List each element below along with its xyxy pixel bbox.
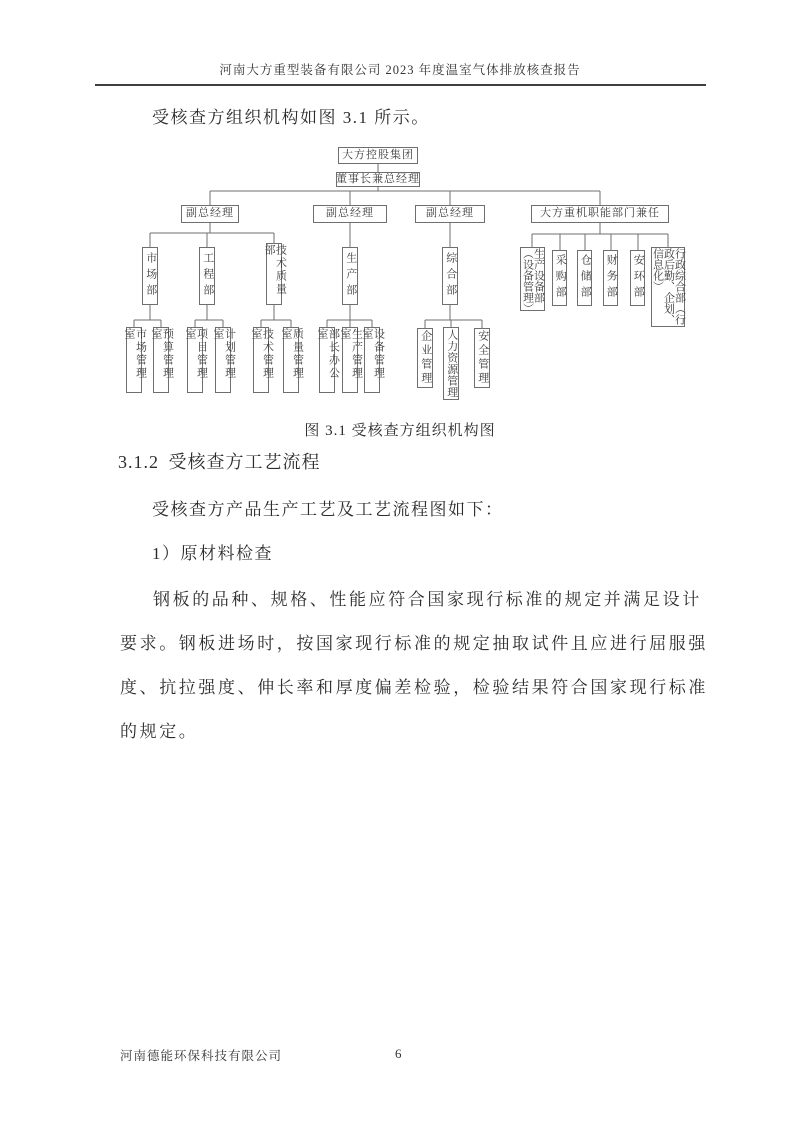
org-node-functional-lead: 大方重机职能部门兼任 <box>531 205 669 223</box>
footer-company: 河南德能环保科技有限公司 <box>120 1049 283 1063</box>
org-node-func-warehouse: 仓储部 <box>577 250 592 306</box>
list-item-raw-material: 1）原材料检查 <box>152 544 273 563</box>
org-node-dept-marketing: 市场部 <box>142 247 158 305</box>
process-intro-paragraph: 受核查方产品生产工艺及工艺流程图如下： <box>152 500 504 519</box>
org-node-func-admin: 行政综合部（行政后勤、企划、信息化） <box>651 248 686 325</box>
intro-paragraph: 受核查方组织机构如图 3.1 所示。 <box>152 108 430 127</box>
body-line: 的规定。 <box>120 722 199 741</box>
org-node-dept-tech-quality: 技术质量部 <box>266 243 282 305</box>
org-node-chairman: 董事长兼总经理 <box>336 172 420 187</box>
body-line: 钢板的品种、规格、性能应符合国家现行标准的规定并满足设计 <box>153 590 702 609</box>
org-node-office-project-mgmt: 项目管理室 <box>187 327 203 393</box>
org-node-office-hr: 人力资源管理 <box>443 327 459 400</box>
body-line: 度、抗拉强度、伸长率和厚度偏差检验，检验结果符合国家现行标准 <box>120 678 708 697</box>
org-node-office-equipment: 设备管理室 <box>364 327 380 393</box>
section-heading: 3.1.2 受核查方工艺流程 <box>118 452 321 472</box>
org-node-office-budget-mgmt: 预算管理室 <box>153 327 169 393</box>
body-paragraph <box>120 578 708 754</box>
org-node-deputy-gm-3: 副总经理 <box>415 205 485 223</box>
body-line: 要求。钢板进场时，按国家现行标准的规定抽取试件且应进行屈服强 <box>120 634 708 653</box>
org-node-func-finance: 财务部 <box>603 250 618 306</box>
org-node-dept-general: 综合部 <box>442 247 458 305</box>
page-header-title: 河南大方重型装备有限公司 2023 年度温室气体排放核查报告 <box>219 63 581 77</box>
org-node-office-enterprise: 企业管理 <box>417 328 433 388</box>
org-node-office-planning-mgmt: 计划管理室 <box>215 327 231 393</box>
org-node-dept-production: 生产部 <box>342 247 358 305</box>
org-node-dept-engineering: 工程部 <box>199 247 215 305</box>
org-node-office-production: 生产管理室 <box>342 327 358 393</box>
org-node-office-quality-mgmt: 质量管理室 <box>283 327 299 393</box>
org-chart-figure <box>100 140 720 416</box>
footer-page-number: 6 <box>395 1046 402 1061</box>
org-node-deputy-gm-2: 副总经理 <box>313 205 387 223</box>
org-node-func-equipment: 生产设备部（设备管理） <box>521 248 545 314</box>
org-node-office-market-mgmt: 市场管理室 <box>126 327 142 393</box>
org-node-office-safety: 安全管理 <box>474 328 490 388</box>
org-node-func-safety-env: 安环部 <box>630 250 645 306</box>
org-node-func-purchasing: 采购部 <box>552 250 567 306</box>
org-node-deputy-gm-1: 副总经理 <box>181 205 239 223</box>
figure-caption: 图 3.1 受核查方组织机构图 <box>304 423 496 439</box>
org-node-office-director: 部长办公室 <box>319 327 335 393</box>
header-divider <box>95 84 706 86</box>
org-node-root: 大方控股集团 <box>338 147 418 164</box>
org-node-office-tech-mgmt: 技术管理室 <box>253 327 269 393</box>
